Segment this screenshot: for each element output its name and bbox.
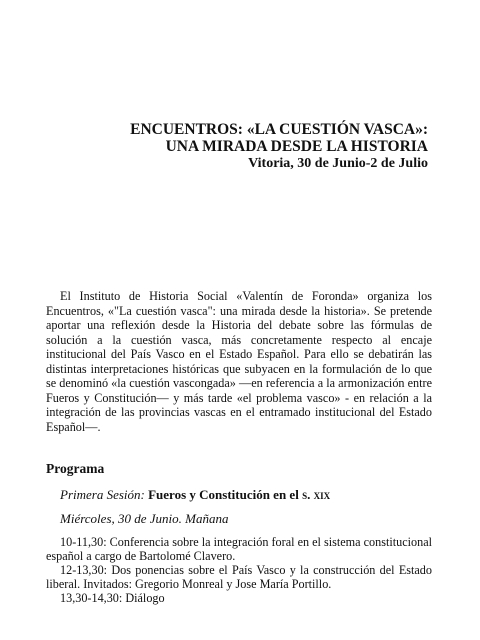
program-item: 10-11,30: Conferencia sobre la integración foral en el sistema constitucional español a cargo de Bartolomé Clavero. [46,535,432,563]
title-line-1: ENCUENTROS: «LA CUESTIÓN VASCA»: [130,121,428,138]
program-item: 13,30-14,30: Diálogo [60,591,165,605]
program-items [46,535,432,605]
intro-paragraph: El Instituto de Historia Social «Valentín de Foronda» organiza los Encuentros, «"La cuestión vasca": una mirada desde la historia». Se pretende aportar una reflexión desde la Historia del debate sobre las fórmulas de solución a la cuestión vasca, más concretamente respecto al encaje institucional del País Vasco en el Estado Español. Para ello se debatirán las distintas interpretaciones históricas que subyacen en la formulación de lo que se denominó «la cuestión vascongada» —en referencia a la armonización entre Fueros y Constitución— y más tarde «el problema vasco» - en relación a la integración de las provincias vascas en el entramado institucional del Estado Español—. [46,289,432,434]
program-heading: Programa [46,461,105,476]
document-title [130,121,428,172]
session-label: Primera Sesión: [60,487,145,502]
title-dates: Vitoria, 30 de Junio-2 de Julio [248,156,428,171]
session-day: Miércoles, 30 de Junio. Mañana [60,511,229,526]
title-line-2: UNA MIRADA DESDE LA HISTORIA [165,138,428,155]
session-title: Fueros y Constitución en el [148,487,299,502]
session-century: s. xix [302,487,331,502]
program-item: 12-13,30: Dos ponencias sobre el País Vasco y la construcción del Estado liberal. Invitados: Gregorio Monreal y Jose María Portillo. [46,563,432,591]
session-heading [60,487,330,503]
